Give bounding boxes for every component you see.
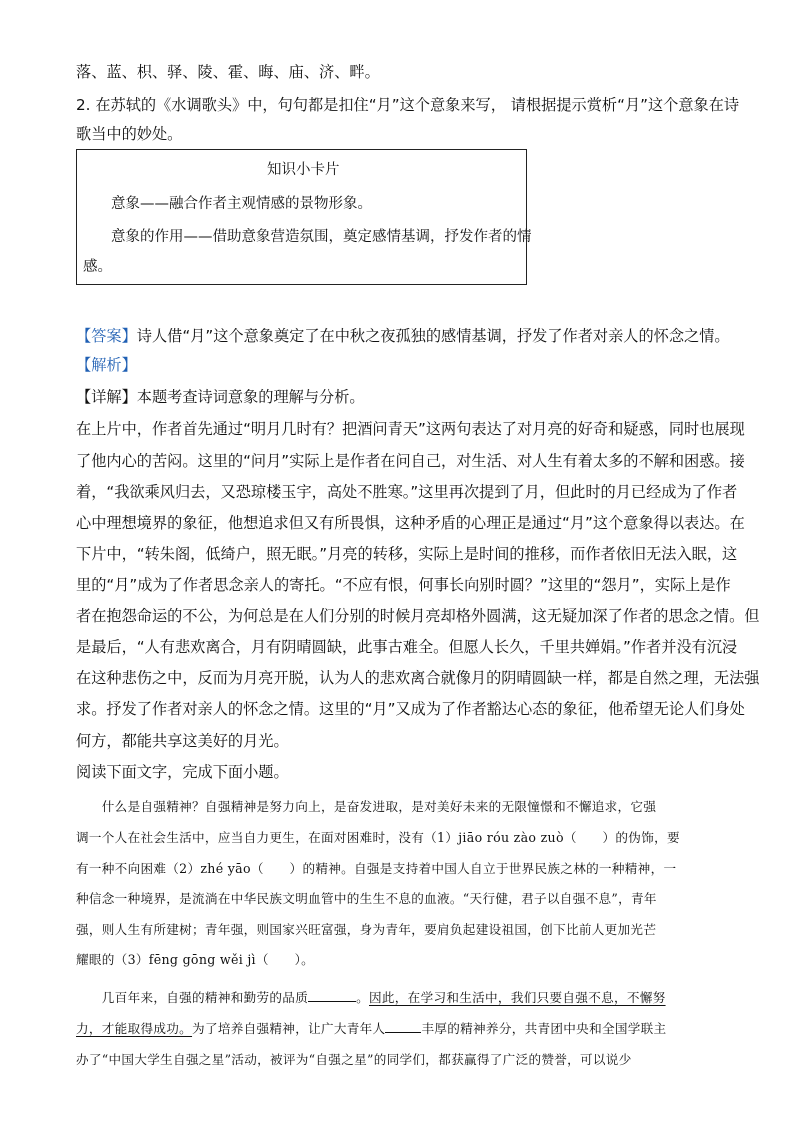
card-line-1: 意象——融合作者主观情感的景物形象。: [111, 196, 372, 212]
detail-tag: 【详解】: [76, 388, 137, 406]
knowledge-card: [76, 149, 532, 285]
underlined-sentence: 力，才能取得成功。: [76, 1021, 193, 1036]
passage-text: 。: [356, 990, 369, 1005]
card-line-2: 意象的作用——借助意象营造氛围，奠定感情基调，抒发作者的情: [111, 229, 532, 245]
question-2-line-2: 歌当中的妙处。: [76, 125, 183, 143]
underlined-sentence: 因此，在学习和生活中，我们只要自强不息，不懈努: [369, 990, 666, 1005]
passage-line: 耀眼的（3）fēng gōng wěi jì（ ）。: [76, 952, 315, 967]
passage-2-line-3: 办了“中国大学生自强之星”活动，被评为“自强之星”的同学们，都获赢得了广泛的赞誉，可以说少: [76, 1052, 632, 1067]
passage-text: 为了培养自强精神，让广大青年人: [192, 1021, 386, 1036]
body-line: 在这种悲伤之中，反而为月亮开脱，认为人的悲欢离合就像月的阴晴圆缺一样，都是自然之理，无法强: [76, 669, 760, 687]
card-line-3: 感。: [83, 259, 112, 275]
passage-line: 什么是自强精神？自强精神是努力向上，是奋发进取，是对美好未来的无限憧憬和不懈追求，它强: [76, 799, 657, 814]
body-line: 者在抱怨命运的不公，为何总是在人们分别的时候月亮却格外圆满，这无疑加深了作者的思念之情。但: [76, 607, 760, 625]
body-line: 是最后，“人有悲欢离合，月有阴晴圆缺，此事古难全。但愿人长久，千里共婵娟。”作者并没有沉浸: [76, 638, 738, 656]
text-line: 落、蓝、枳、驿、陵、霍、晦、庙、济、畔。: [76, 63, 380, 81]
analysis-tag: 【解析】: [76, 356, 137, 374]
fill-blank: [385, 1020, 421, 1033]
answer-line: [76, 326, 730, 346]
card-title: 知识小卡片: [267, 162, 340, 178]
question-2-line-1: 2. 在苏轼的《水调歌头》中，句句都是扣住“月”这个意象来写， 请根据提示赏析“月”这个意象在诗: [76, 96, 740, 114]
fill-blank: [308, 989, 356, 1002]
passage-text: 丰厚的精神养分，共青团中央和全国学联主: [421, 1021, 667, 1036]
detail-text: 本题考查诗词意象的理解与分析。: [136, 388, 365, 406]
detail-line: [76, 387, 365, 407]
reading-instruction: 阅读下面文字，完成下面小题。: [76, 763, 289, 781]
answer-tag: 【答案】: [76, 327, 137, 345]
body-line: 在上片中，作者首先通过“明月几时有？把酒问青天”这两句表达了对月亮的好奇和疑惑，同时也展现: [76, 420, 745, 438]
passage-line: 有一种不向困难（2）zhé yāo（ ）的精神。自强是支持着中国人自立于世界民族之林的一种精神，一: [76, 861, 677, 876]
answer-text: 诗人借“月”这个意象奠定了在中秋之夜孤独的感情基调，抒发了作者对亲人的怀念之情。: [136, 327, 730, 345]
body-line: 心中理想境界的象征，他想追求但又有所畏惧，这种矛盾的心理正是通过“月”这个意象得以表达。在: [76, 514, 745, 532]
passage-2-line-2: [76, 1019, 666, 1039]
body-line: 下片中，“转朱阁，低绮户，照无眠。”月亮的转移，实际上是时间的推移，而作者依旧无法入眠，这: [76, 545, 738, 563]
body-line: 着，“我欲乘风归去，又恐琼楼玉宇，高处不胜寒。”这里再次提到了月，但此时的月已经成为了作者: [76, 483, 738, 501]
passage-line: 强，则人生有所建树；青年强，则国家兴旺富强，身为青年，要肩负起建设祖国，创下比前人更加光芒: [76, 922, 657, 937]
body-line: 了他内心的苦闷。这里的“问月”实际上是作者在问自己，对生活、对人生有着太多的不解和困惑。接: [76, 452, 745, 470]
body-line: 里的“月”成为了作者思念亲人的寄托。“不应有恨，何事长向别时圆？”这里的“怨月”，实际上是作: [76, 576, 731, 594]
passage-text: 几百年来，自强的精神和勤劳的品质: [76, 990, 309, 1005]
body-line: 何方，都能共享这美好的月光。: [76, 732, 289, 750]
passage-line: 调一个人在社会生活中，应当自力更生，在面对困难时，没有（1）jiāo róu zào zuò（ ）的伪饰，要: [76, 830, 680, 845]
passage-line: 种信念一种境界，是流淌在中华民族文明血管中的生生不息的血液。“天行健，君子以自强不息”，青年: [76, 891, 657, 906]
body-line: 求。抒发了作者对亲人的怀念之情。这里的“月”又成为了作者豁达心态的象征，他希望无论人们身处: [76, 700, 745, 718]
passage-2-line-1: [76, 988, 666, 1008]
